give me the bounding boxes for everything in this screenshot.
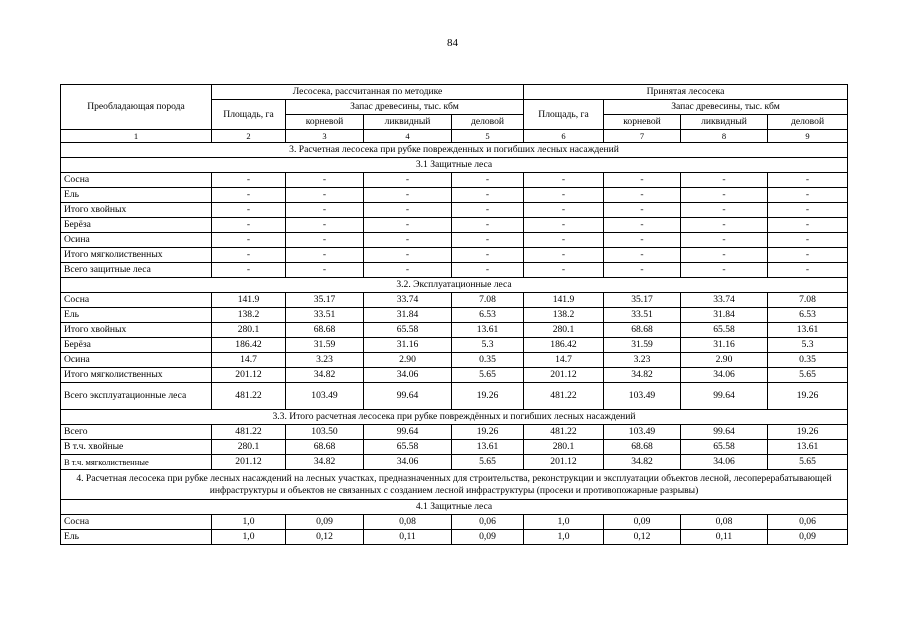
value-cell: 201.12 [524,455,604,470]
value-cell: - [452,203,524,218]
column-number: 5 [452,130,524,143]
section-title: 3. Расчетная лесосека при рубке поврежденных и погибших лесных насаждений [61,143,848,158]
section-title: 4. Расчетная лесосека при рубке лесных насаждений на лесных участках, предназначенных для строительства, реконструкции и эксплуатации объектов лесной, лесоперерабатывающей инфраструктуры и объектов не связанных с созданием лесной инфраструктуры (просеки и противопожарные разрывы) [61,470,848,500]
page-number: 84 [447,37,458,49]
value-cell: - [524,218,604,233]
value-cell: 19.26 [452,425,524,440]
value-cell: 7.08 [768,293,848,308]
calc-group-header: Лесосека, рассчитанная по методике [212,85,524,100]
value-cell: - [452,218,524,233]
species-name-cell: Всего защитные леса [61,263,212,278]
species-name-cell: Всего [61,425,212,440]
value-cell: - [681,233,768,248]
column-number: 1 [61,130,212,143]
value-cell: 201.12 [524,368,604,383]
calc-business-header: деловой [452,115,524,130]
table-row [61,338,848,353]
value-cell: 65.58 [681,440,768,455]
table-row [61,440,848,455]
value-cell: - [364,218,452,233]
value-cell: - [524,263,604,278]
value-cell: - [524,173,604,188]
column-number: 6 [524,130,604,143]
value-cell: - [212,203,286,218]
value-cell: - [286,263,364,278]
value-cell: 186.42 [212,338,286,353]
value-cell: - [768,218,848,233]
value-cell: 0,09 [452,530,524,545]
value-cell: - [212,233,286,248]
accepted-group-header: Принятая лесосека [524,85,848,100]
section-header-row [61,278,848,293]
value-cell: 1,0 [212,515,286,530]
value-cell: 5.3 [452,338,524,353]
table-row [61,323,848,338]
value-cell: 186.42 [524,338,604,353]
value-cell: 31.84 [681,308,768,323]
value-cell: - [364,233,452,248]
value-cell: 103.49 [286,383,364,410]
section-header-row [61,500,848,515]
section-header-row [61,410,848,425]
value-cell: 0.35 [452,353,524,368]
accepted-stock-header: Запас древесины, тыс. кбм [604,100,848,115]
value-cell: 34.82 [286,368,364,383]
column-number: 7 [604,130,681,143]
value-cell: 2.90 [681,353,768,368]
value-cell: - [768,173,848,188]
value-cell: 31.16 [681,338,768,353]
table-row [61,248,848,263]
value-cell: - [524,203,604,218]
accepted-area-header: Площадь, га [524,100,604,130]
value-cell: - [364,188,452,203]
value-cell: 31.59 [286,338,364,353]
cutting-area-table [60,84,848,545]
value-cell: - [452,188,524,203]
value-cell: 34.06 [681,368,768,383]
value-cell: 13.61 [452,323,524,338]
table-row [61,263,848,278]
species-name-cell: Осина [61,233,212,248]
value-cell: 65.58 [364,323,452,338]
value-cell: 33.74 [681,293,768,308]
value-cell: 0,12 [286,530,364,545]
value-cell: 0,08 [364,515,452,530]
species-name-cell: Ель [61,308,212,323]
value-cell: - [452,173,524,188]
header-row-1 [61,85,848,100]
value-cell: - [452,233,524,248]
section-header-row [61,143,848,158]
value-cell: - [524,233,604,248]
value-cell: - [604,263,681,278]
value-cell: - [286,233,364,248]
value-cell: - [212,218,286,233]
column-number: 4 [364,130,452,143]
column-number: 3 [286,130,364,143]
value-cell: 33.51 [604,308,681,323]
value-cell: 0.35 [768,353,848,368]
value-cell: 0,08 [681,515,768,530]
value-cell: - [286,248,364,263]
value-cell: 481.22 [212,425,286,440]
section-header-row [61,470,848,500]
value-cell: 5.3 [768,338,848,353]
value-cell: 138.2 [212,308,286,323]
value-cell: - [364,263,452,278]
section-title: 3.1 Защитные леса [61,158,848,173]
species-name-cell: Итого мягколиственных [61,248,212,263]
species-name-cell: Берёза [61,338,212,353]
value-cell: 3.23 [604,353,681,368]
value-cell: 280.1 [212,440,286,455]
value-cell: 103.49 [604,383,681,410]
table-row [61,368,848,383]
value-cell: - [604,233,681,248]
species-name-cell: Сосна [61,293,212,308]
column-number: 8 [681,130,768,143]
accepted-business-header: деловой [768,115,848,130]
species-name-cell: В т.ч. хвойные [61,440,212,455]
value-cell: 201.12 [212,455,286,470]
column-numbers-row [61,130,848,143]
value-cell: 0,11 [681,530,768,545]
value-cell: 68.68 [286,440,364,455]
value-cell: 68.68 [286,323,364,338]
species-name-cell: Сосна [61,515,212,530]
column-number: 9 [768,130,848,143]
value-cell: 65.58 [364,440,452,455]
value-cell: 99.64 [364,425,452,440]
value-cell: 13.61 [452,440,524,455]
value-cell: - [212,263,286,278]
table-body [61,85,848,545]
species-name-cell: Итого хвойных [61,203,212,218]
value-cell: - [604,203,681,218]
value-cell: - [524,248,604,263]
value-cell: - [212,188,286,203]
value-cell: 35.17 [286,293,364,308]
value-cell: 0,09 [604,515,681,530]
value-cell: 5.65 [768,368,848,383]
calc-liquid-header: ликвидный [364,115,452,130]
calc-root-header: корневой [286,115,364,130]
value-cell: 481.22 [524,425,604,440]
value-cell: 3.23 [286,353,364,368]
table-row [61,383,848,410]
table-row [61,218,848,233]
species-name-cell: Ель [61,530,212,545]
value-cell: 280.1 [524,323,604,338]
value-cell: - [286,188,364,203]
value-cell: 68.68 [604,323,681,338]
value-cell: 35.17 [604,293,681,308]
value-cell: - [768,263,848,278]
species-name-cell: Всего эксплуатационные леса [61,383,212,410]
value-cell: 34.06 [364,368,452,383]
species-name-cell: Сосна [61,173,212,188]
value-cell: - [286,173,364,188]
table-row [61,173,848,188]
calc-area-header: Площадь, га [212,100,286,130]
value-cell: 481.22 [524,383,604,410]
section-title: 4.1 Защитные леса [61,500,848,515]
value-cell: 5.65 [452,455,524,470]
value-cell: 13.61 [768,440,848,455]
value-cell: 141.9 [524,293,604,308]
table-row [61,188,848,203]
value-cell: 34.82 [604,368,681,383]
value-cell: 201.12 [212,368,286,383]
value-cell: 6.53 [768,308,848,323]
value-cell: 0,06 [768,515,848,530]
value-cell: 13.61 [768,323,848,338]
accepted-liquid-header: ликвидный [681,115,768,130]
value-cell: 280.1 [524,440,604,455]
value-cell: - [604,248,681,263]
value-cell: 1,0 [524,530,604,545]
value-cell: 19.26 [768,425,848,440]
species-name-cell: Осина [61,353,212,368]
table-row [61,515,848,530]
value-cell: 0,06 [452,515,524,530]
value-cell: 34.06 [364,455,452,470]
value-cell: 65.58 [681,323,768,338]
value-cell: 1,0 [524,515,604,530]
value-cell: 31.84 [364,308,452,323]
section-title: 3.3. Итого расчетная лесосека при рубке повреждённых и погибших лесных насаждений [61,410,848,425]
value-cell: - [452,263,524,278]
value-cell: 99.64 [681,425,768,440]
section-title: 3.2. Эксплуатационные леса [61,278,848,293]
table-row [61,293,848,308]
value-cell: 31.16 [364,338,452,353]
value-cell: 99.64 [681,383,768,410]
value-cell: 138.2 [524,308,604,323]
species-name-cell: Итого хвойных [61,323,212,338]
table-row [61,455,848,470]
value-cell: - [212,248,286,263]
value-cell: 1,0 [212,530,286,545]
value-cell: 0,12 [604,530,681,545]
value-cell: 5.65 [452,368,524,383]
value-cell: 6.53 [452,308,524,323]
value-cell: 68.68 [604,440,681,455]
value-cell: 481.22 [212,383,286,410]
value-cell: 33.74 [364,293,452,308]
value-cell: - [681,203,768,218]
value-cell: - [681,248,768,263]
value-cell: 34.06 [681,455,768,470]
species-name-cell: Итого мягколиственных [61,368,212,383]
value-cell: 19.26 [768,383,848,410]
section-header-row [61,158,848,173]
value-cell: 34.82 [286,455,364,470]
calc-stock-header: Запас древесины, тыс. кбм [286,100,524,115]
value-cell: - [681,188,768,203]
value-cell: - [364,203,452,218]
value-cell: 14.7 [212,353,286,368]
species-name-cell: В т.ч. мягколиственные [61,455,212,470]
value-cell: 7.08 [452,293,524,308]
value-cell: 2.90 [364,353,452,368]
value-cell: - [768,233,848,248]
value-cell: 34.82 [604,455,681,470]
value-cell: - [212,173,286,188]
value-cell: - [604,218,681,233]
value-cell: - [452,248,524,263]
value-cell: - [286,218,364,233]
value-cell: - [681,173,768,188]
value-cell: 0,09 [768,530,848,545]
value-cell: - [768,203,848,218]
value-cell: 19.26 [452,383,524,410]
value-cell: 31.59 [604,338,681,353]
species-name-cell: Берёза [61,218,212,233]
value-cell: 99.64 [364,383,452,410]
value-cell: 33.51 [286,308,364,323]
value-cell: 5.65 [768,455,848,470]
value-cell: - [604,173,681,188]
value-cell: - [768,188,848,203]
value-cell: 280.1 [212,323,286,338]
value-cell: 141.9 [212,293,286,308]
value-cell: 0,09 [286,515,364,530]
value-cell: - [681,263,768,278]
table-row [61,425,848,440]
value-cell: - [524,188,604,203]
table-row [61,233,848,248]
value-cell: 0,11 [364,530,452,545]
species-name-cell: Ель [61,188,212,203]
value-cell: - [286,203,364,218]
table-row [61,308,848,323]
species-header: Преобладающая порода [61,85,212,130]
value-cell: - [364,248,452,263]
value-cell: 14.7 [524,353,604,368]
table-row [61,203,848,218]
value-cell: - [681,218,768,233]
table-row [61,353,848,368]
column-number: 2 [212,130,286,143]
value-cell: - [364,173,452,188]
value-cell: - [604,188,681,203]
value-cell: - [768,248,848,263]
value-cell: 103.50 [286,425,364,440]
accepted-root-header: корневой [604,115,681,130]
value-cell: 103.49 [604,425,681,440]
table-row [61,530,848,545]
